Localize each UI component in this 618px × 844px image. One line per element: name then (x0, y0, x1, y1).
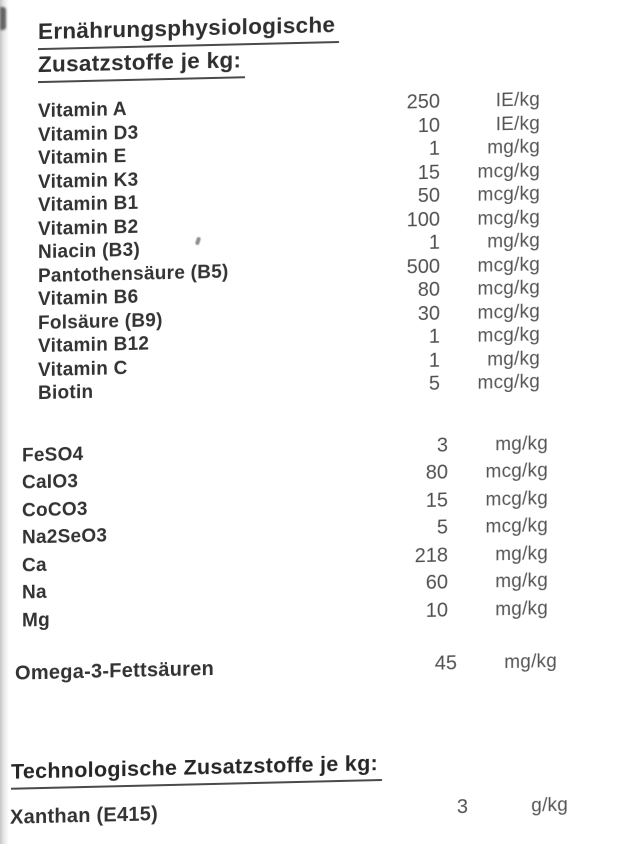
additive-unit: mcg/kg (485, 460, 548, 483)
additive-unit: IE/kg (495, 89, 540, 112)
additive-unit: g/kg (531, 794, 568, 817)
additive-unit: mg/kg (495, 570, 548, 593)
nutrition-heading-line1: Ernährungsphysiologische (38, 10, 339, 50)
additive-value: 250 (406, 90, 440, 114)
additive-label: Vitamin B6 (38, 286, 139, 311)
additive-unit: mcg/kg (477, 277, 540, 300)
additive-unit: mcg/kg (477, 300, 540, 324)
additive-value: 15 (425, 488, 448, 512)
additive-value: 3 (456, 795, 468, 819)
table-row (10, 792, 618, 832)
additive-label: Vitamin B1 (38, 192, 139, 217)
additive-label: Vitamin B2 (38, 216, 139, 240)
additive-label: Vitamin C (38, 357, 128, 381)
additive-value: 1 (428, 349, 440, 372)
minerals-list (22, 430, 618, 637)
additive-value: 5 (436, 516, 448, 539)
additive-value: 80 (417, 278, 440, 302)
additive-label: CoCO3 (22, 498, 88, 521)
additive-label: Vitamin B12 (38, 333, 150, 358)
additive-label: Mg (22, 609, 50, 631)
additive-label: Na (22, 581, 47, 604)
additive-unit: mg/kg (487, 230, 540, 253)
additive-label: Vitamin D3 (38, 122, 139, 146)
additive-unit: mg/kg (495, 542, 548, 565)
additive-value: 80 (425, 461, 448, 484)
table-row (15, 648, 618, 688)
additive-label: Omega-3-Fettsäuren (15, 657, 214, 685)
additive-unit: mcg/kg (477, 183, 540, 206)
additive-value: 1 (428, 231, 440, 254)
nutrition-heading-line2: Zusatzstoffe je kg: (38, 45, 245, 83)
additive-value: 60 (425, 571, 448, 594)
additive-value: 50 (417, 184, 440, 208)
additive-value: 10 (417, 114, 440, 137)
additive-label: FeSO4 (22, 443, 84, 466)
additive-unit: mcg/kg (477, 253, 540, 277)
additive-unit: mcg/kg (485, 487, 548, 511)
additive-unit: mg/kg (487, 136, 540, 159)
technological-additives-list (10, 792, 618, 832)
additive-value: 15 (417, 161, 440, 184)
additive-value: 30 (417, 302, 440, 325)
additive-unit: IE/kg (495, 112, 540, 135)
technological-heading-text: Technologische Zusatzstoffe je kg: (11, 748, 382, 790)
nutrition-section-heading (38, 3, 618, 83)
additive-value: 3 (436, 433, 448, 457)
additive-unit: mg/kg (495, 597, 548, 620)
additive-value: 1 (428, 137, 440, 160)
additive-unit: mcg/kg (477, 371, 540, 394)
additive-unit: mcg/kg (477, 159, 540, 183)
additive-label: Xanthan (E415) (10, 803, 158, 829)
additive-value: 45 (434, 652, 457, 675)
additive-unit: mcg/kg (477, 324, 540, 347)
additive-unit: mg/kg (504, 650, 557, 674)
additive-label: Pantothensäure (B5) (38, 261, 229, 287)
additive-label: Niacin (B3) (38, 239, 140, 264)
additive-label: Folsäure (B9) (38, 309, 163, 334)
additive-value: 100 (406, 208, 440, 231)
additive-unit: mg/kg (495, 432, 548, 455)
additive-label: Vitamin A (38, 99, 127, 123)
additive-label: Biotin (38, 381, 94, 405)
additive-value: 5 (428, 372, 440, 395)
additive-unit: mcg/kg (477, 206, 540, 230)
additive-label: CaIO3 (22, 471, 79, 494)
additive-value: 218 (414, 543, 448, 567)
technological-section-heading (11, 742, 618, 789)
additive-label: Ca (22, 554, 47, 576)
additive-unit: mcg/kg (485, 515, 548, 538)
vitamins-list (38, 86, 618, 405)
additive-unit: mg/kg (487, 347, 540, 371)
additive-value: 1 (428, 325, 440, 348)
additive-label: Na2SeO3 (22, 525, 108, 549)
additive-value: 500 (406, 255, 440, 278)
additive-label: Vitamin E (38, 146, 127, 170)
additive-value: 10 (425, 598, 448, 622)
fatty-acids-list (15, 648, 618, 688)
additive-label: Vitamin K3 (38, 169, 139, 193)
